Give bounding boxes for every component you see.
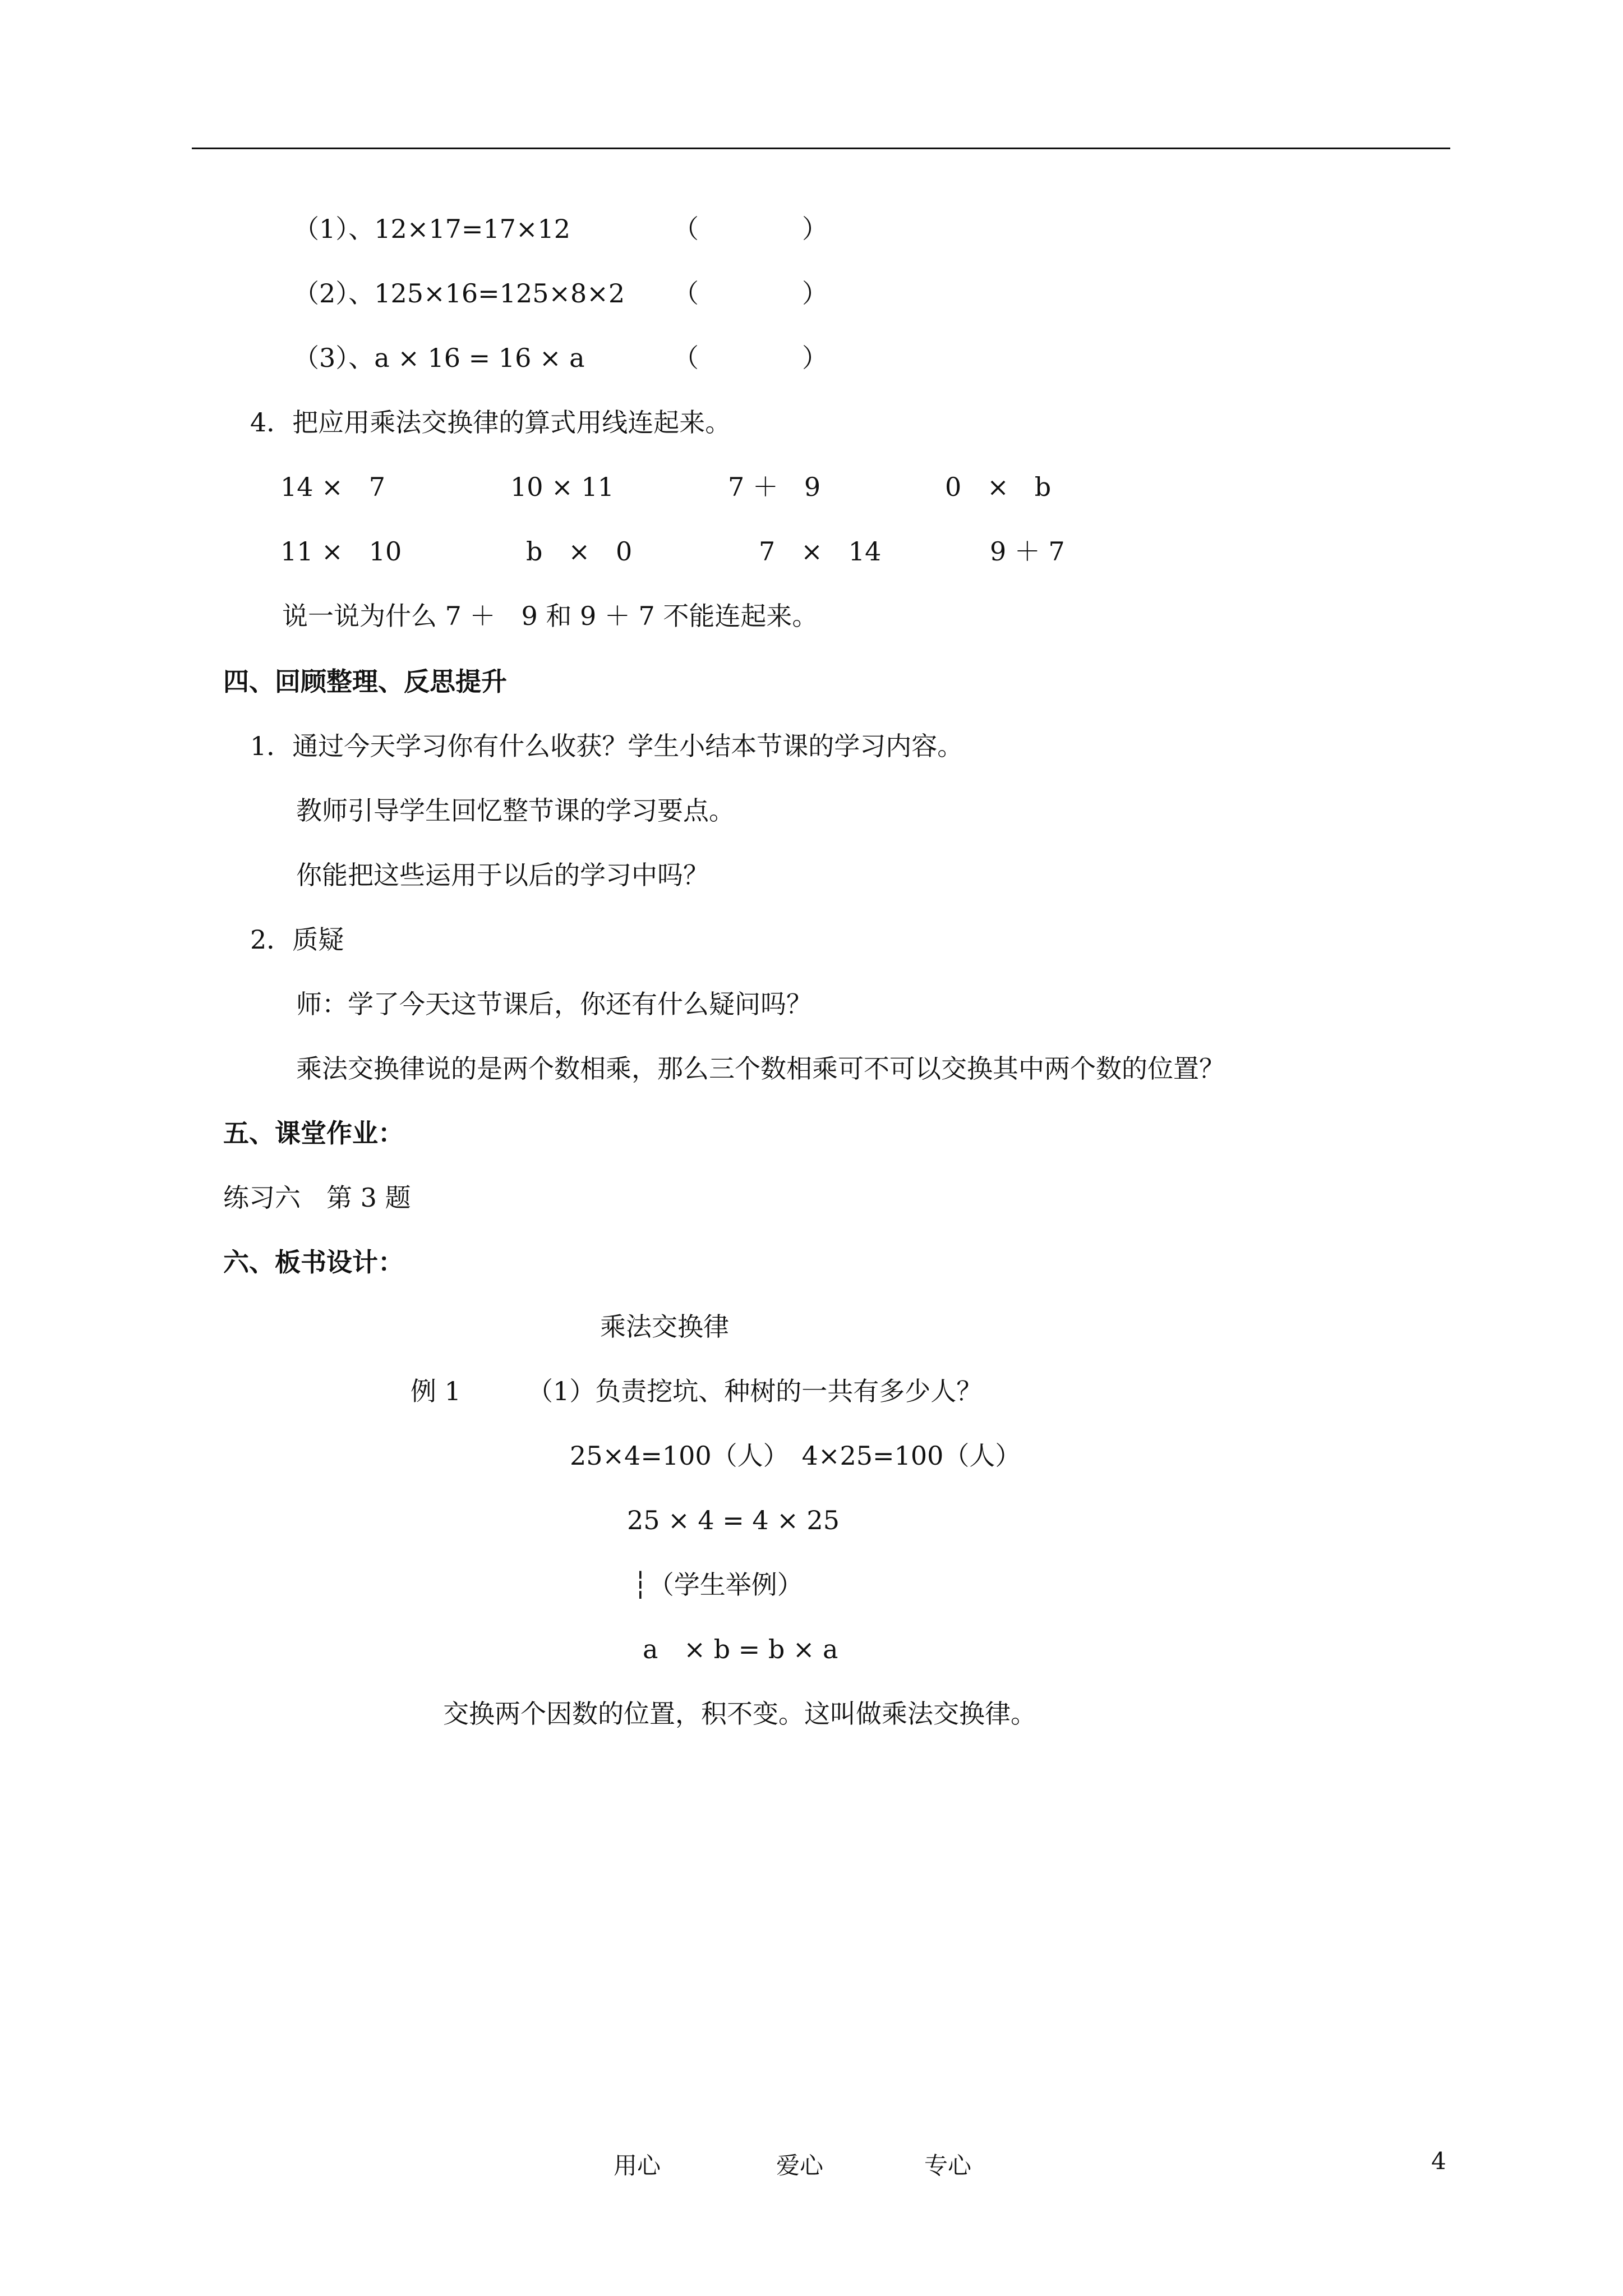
footer-word-2: 爱心 <box>776 2152 824 2179</box>
section-4-heading: 四、回顾整理、反思提升 <box>223 666 507 697</box>
board-rule: 交换两个因数的位置，积不变。这叫做乘法交换律。 <box>443 1699 1036 1729</box>
board-equation: 25 × 4 = 4 × 25 <box>627 1505 840 1535</box>
match-row1-col3: 7 ＋ 9 <box>728 472 821 502</box>
judge-item-2-expr: （2）、125×16=125×8×2 <box>293 278 625 309</box>
section-6-heading: 六、板书设计： <box>223 1247 404 1277</box>
section-4-item-1-b: 你能把这些运用于以后的学习中吗？ <box>296 860 709 890</box>
board-example-question: （1）负责挖坑、种树的一共有多少人？ <box>527 1376 983 1406</box>
footer-word-1: 用心 <box>614 2152 661 2179</box>
match-row2-col2: b × 0 <box>526 536 633 567</box>
judge-item-2-paren: （ ） <box>673 278 828 309</box>
header-rule <box>192 148 1450 149</box>
match-row1-col2: 10 × 11 <box>510 472 614 502</box>
board-title: 乘法交换律 <box>600 1312 729 1342</box>
match-title: 4．把应用乘法交换律的算式用线连起来。 <box>250 407 731 438</box>
board-formula: a × b = b × a <box>643 1634 838 1664</box>
judge-item-1-paren: （ ） <box>673 214 828 244</box>
match-row1-col4: 0 × b <box>945 472 1052 502</box>
board-student-examples: ┆（学生举例） <box>633 1570 803 1600</box>
section-4-item-1: 1．通过今天学习你有什么收获？学生小结本节课的学习内容。 <box>250 731 963 761</box>
judge-item-3-expr: （3）、a × 16 = 16 × a <box>293 343 585 373</box>
match-row2-col4: 9 ＋ 7 <box>990 536 1065 567</box>
match-question: 说一说为什么 7 ＋ 9 和 9 ＋ 7 不能连起来。 <box>282 601 818 631</box>
judge-item-3-paren: （ ） <box>673 343 828 373</box>
judge-item-1-expr: （1）、12×17=17×12 <box>293 214 571 244</box>
match-row2-col1: 11 × 10 <box>280 536 402 567</box>
section-5-line: 练习六 第 3 题 <box>223 1182 411 1213</box>
match-row1-col1: 14 × 7 <box>280 472 385 502</box>
section-5-heading: 五、课堂作业： <box>223 1118 404 1148</box>
footer-word-3: 专心 <box>924 2152 972 2179</box>
match-row2-col3: 7 × 14 <box>759 536 882 567</box>
section-4-item-2-b: 乘法交换律说的是两个数相乘，那么三个数相乘可不可以交换其中两个数的位置？ <box>296 1053 1225 1084</box>
board-calculation: 25×4=100（人） 4×25=100（人） <box>570 1441 1021 1471</box>
section-4-item-2: 2．质疑 <box>250 924 344 955</box>
page-number: 4 <box>1431 2147 1446 2175</box>
section-4-item-1-a: 教师引导学生回忆整节课的学习要点。 <box>296 795 735 826</box>
board-example-label: 例 1 <box>411 1376 461 1406</box>
section-4-item-2-a: 师：学了今天这节课后，你还有什么疑问吗？ <box>296 989 812 1019</box>
